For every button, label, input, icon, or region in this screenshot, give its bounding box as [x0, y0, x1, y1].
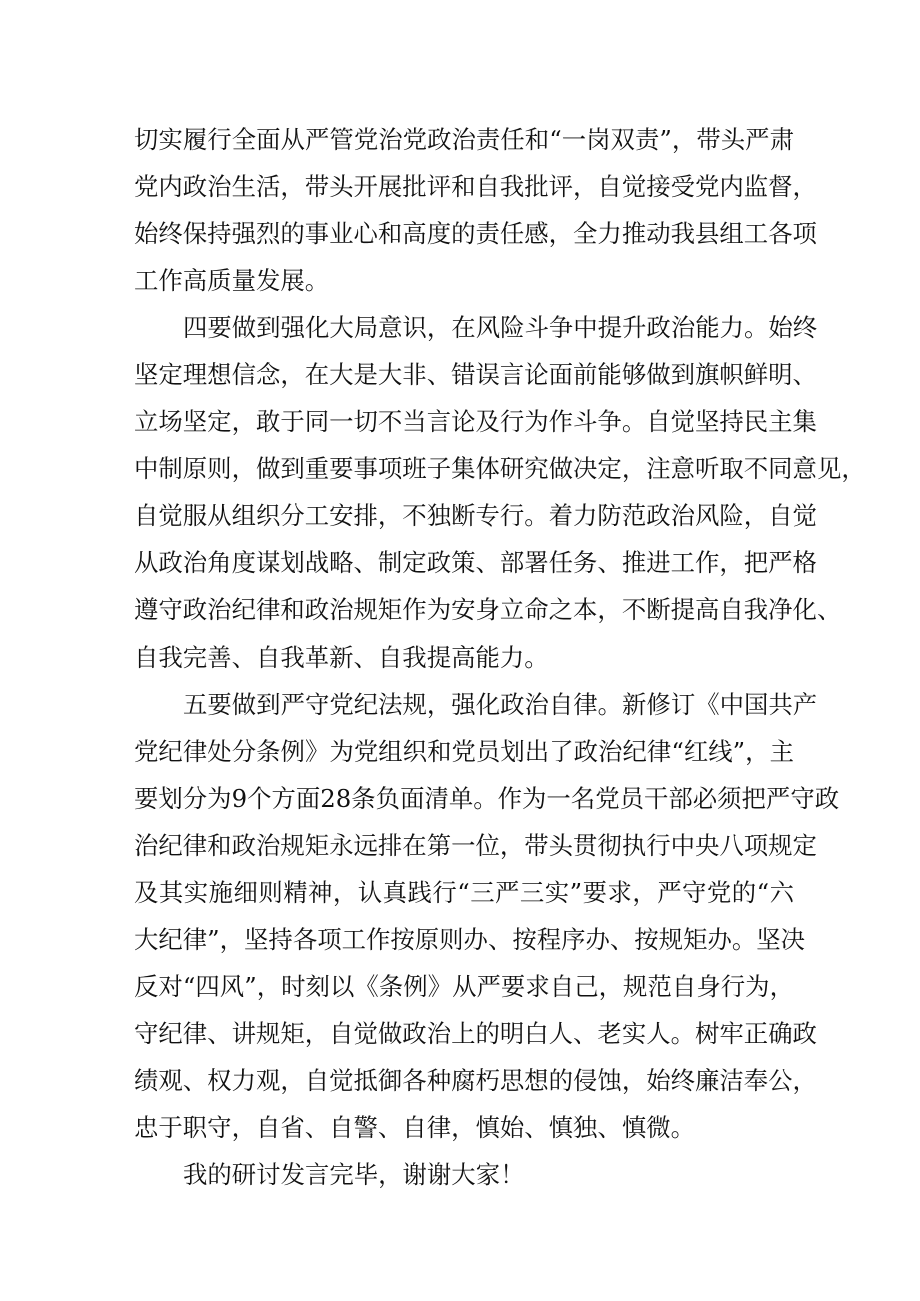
text-line: 立场坚定，敢于同一切不当言论及行为作斗争。自觉坚持民主集	[134, 407, 817, 437]
text-line: 遵守政治纪律和政治规矩作为安身立命之本，不断提高自我净化、	[134, 595, 842, 625]
paragraph-start-line: 四要做到强化大局意识，在风险斗争中提升政治能力。始终	[183, 313, 818, 343]
text-line: 党纪律处分条例》为党组织和党员划出了政治纪律“红线”，主	[134, 736, 794, 766]
closing-line: 我的研讨发言完毕，谢谢大家！	[183, 1160, 525, 1190]
text-line: 治纪律和政治规矩永远排在第一位，带头贯彻执行中央八项规定	[134, 830, 817, 860]
text-line: 党内政治生活，带头开展批评和自我批评，自觉接受党内监督，	[134, 172, 817, 202]
text-line: 自觉服从组织分工安排，不独断专行。着力防范政治风险，自觉	[134, 501, 817, 531]
document-body	[134, 116, 866, 1198]
text-line: 自我完善、自我革新、自我提高能力。	[134, 642, 549, 672]
text-line: 始终保持强烈的事业心和高度的责任感，全力推动我县组工各项	[134, 219, 817, 249]
text-line: 守纪律、讲规矩，自觉做政治上的明白人、老实人。树牢正确政	[134, 1018, 817, 1048]
text-line: 及其实施细则精神，认真践行“三严三实”要求，严守党的“六	[134, 877, 794, 907]
text-line: 切实履行全面从严管党治党政治责任和“一岗双责”，带头严肃	[134, 125, 794, 154]
text-line: 要划分为9个方面28条负面清单。作为一名党员干部必须把严守政	[134, 783, 840, 813]
text-line: 反对“四风”，时刻以《条例》从严要求自己，规范自身行为，	[134, 971, 794, 1001]
text-line: 大纪律”，坚持各项工作按原则办、按程序办、按规矩办。坚决	[134, 924, 806, 954]
text-line: 忠于职守，自省、自警、自律，慎始、慎独、慎微。	[134, 1112, 695, 1142]
text-line: 从政治角度谋划战略、制定政策、部署任务、推进工作，把严格	[134, 548, 817, 578]
text-line: 工作高质量发展。	[134, 266, 330, 296]
text-line: 坚定理想信念，在大是大非、错误言论面前能够做到旗帜鲜明、	[134, 360, 817, 390]
text-line: 中制原则，做到重要事项班子集体研究做决定，注意听取不同意见，	[134, 454, 866, 484]
paragraph-start-line: 五要做到严守党纪法规，强化政治自律。新修订《中国共产	[183, 689, 818, 719]
text-line: 绩观、权力观，自觉抵御各种腐朽思想的侵蚀，始终廉洁奉公，	[134, 1065, 817, 1095]
